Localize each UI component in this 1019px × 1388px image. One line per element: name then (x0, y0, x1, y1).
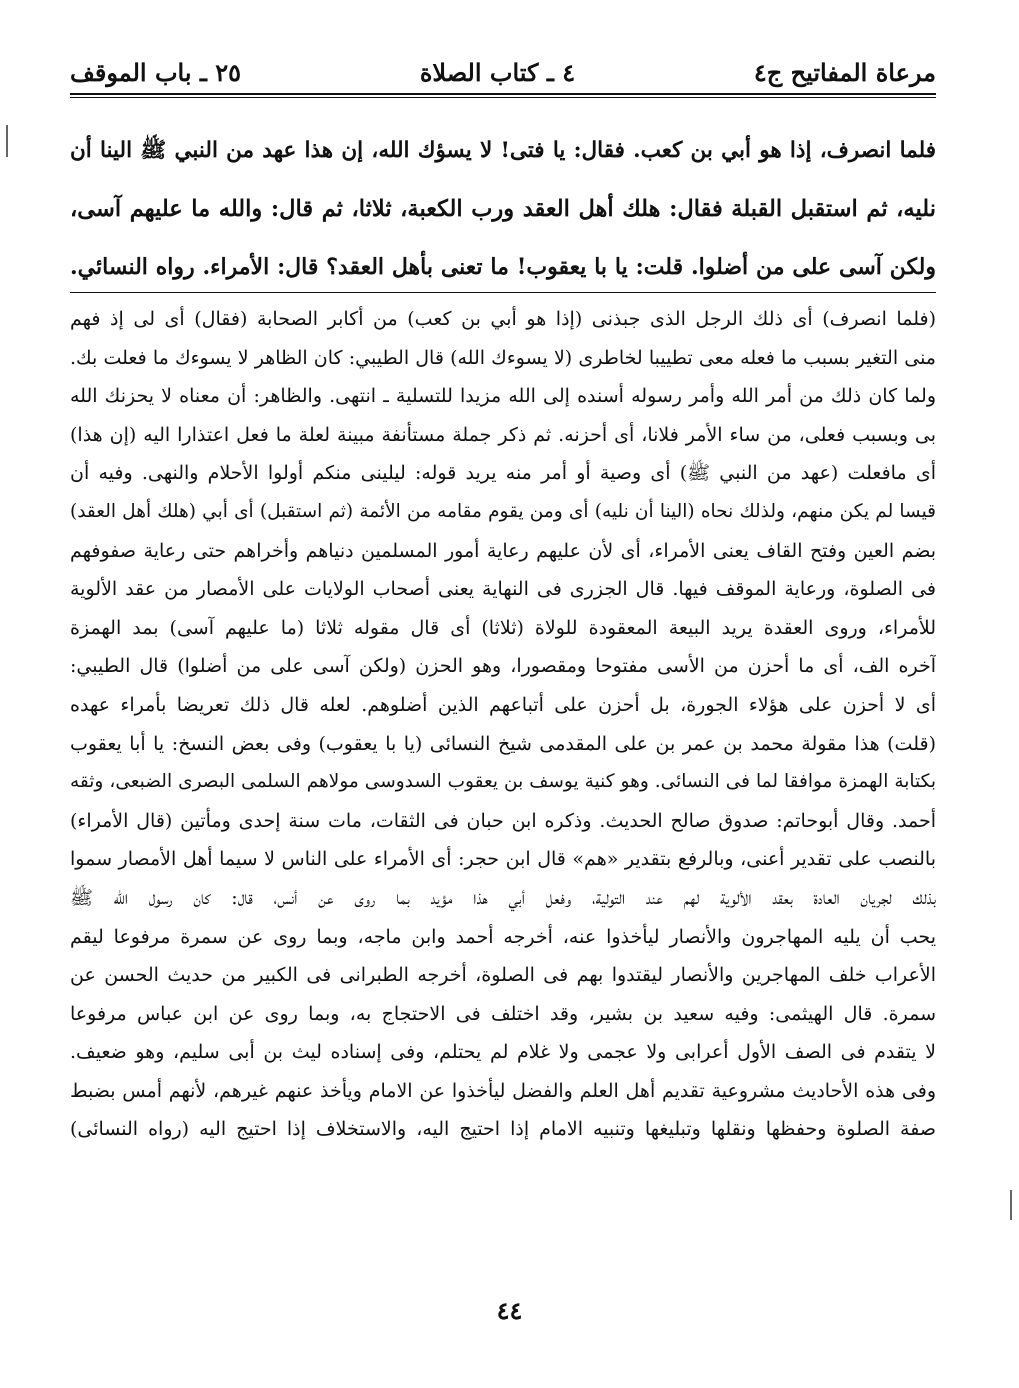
commentary-line: سمرة. قال الهيثمى: وفيه سعيد بن بشير، وقد اختلف فى الاحتجاج به، وبما روى عن ابن عباس مرفوعا (70, 1002, 936, 1025)
hadith-line: نليه، ثم استقبل القبلة فقال: هلك أهل العقد ورب الكعبة، ثلاثا، ثم قال: والله ما عليهم آسى، (70, 196, 936, 222)
header-rule (70, 93, 936, 95)
running-header (70, 52, 936, 92)
commentary-line: قيسا لم يكن منهم، ولذلك نحاه (الينا أن نليه) أى ومن يقوم مقامه من الأئمة (ثم استقبل) أى أبي (هلك أهل العقد) (70, 500, 936, 522)
header-rule-thin (70, 97, 936, 98)
commentary-text (70, 300, 936, 1149)
text-separator-rule (70, 292, 936, 293)
commentary-line: آخره الف، أى ما أحزن من الأسى مفتوحا ومقصورا، وهو الحزن (ولكن آسى على من أضلوا) قال الطيبي: (70, 655, 936, 678)
commentary-line: بضم العين وفتح القاف يعنى الأمراء، أى لأن عليهم رعاية أمور المسلمين دنياهم وأخراهم حتى رعاية صفوفهم (70, 539, 936, 562)
header-section-title: ٢٥ ـ باب الموقف (70, 57, 242, 87)
commentary-line: وفى هذه الأحاديث مشروعية تقديم أهل العلم والفضل ليأخذوا عن الامام ويأخذ عنهم غيرهم، لأنهم أمس بضبط (70, 1079, 936, 1102)
commentary-line: أى مافعلت (عهد من النبي ﷺ) أى وصية أو أمر منه يريد قوله: ليلينى منكم أولوا الأحلام والنهى. وفيه أن (70, 462, 936, 485)
commentary-line: أى لا أحزن على هؤلاء الجورة، بل أحزن على أتباعهم الذين أضلوهم. لعله قال ذلك تعريضا بأمراء عهده (70, 693, 936, 716)
header-book-title: مرعاة المفاتيح ج٤ (753, 57, 936, 87)
commentary-line: صفة الصلوة وحفظها ونقلها وتبليغها وتنبيه الامام إذا احتيج اليه، والاستخلاف إذا احتيج اليه (رواه النسائى) (70, 1118, 936, 1141)
commentary-line: بى وبسبب فعلى، من ساء الأمر فلانا، أى أحزنه. ثم ذكر جملة مستأنفة مبينة لعلة ما فعل اعتذارا اليه (إن هذا) (70, 423, 936, 446)
page-number: ٤٤ (496, 1296, 523, 1325)
commentary-line: (قلت) هذا مقولة محمد بن عمر بن على المقدمى شيخ النسائى (يا با يعقوب) وفى بعض النسخ: يا أبا يعقوب (70, 732, 936, 755)
commentary-line: منى التغير بسبب ما فعله معى تطييبا لخاطرى (لا يسوءك الله) قال الطيبي: كان الظاهر لا يسوءك ما فعلت بك. (70, 346, 936, 369)
hadith-line: فلما انصرف، إذا هو أبي بن كعب. فقال: يا فتى! لا يسؤك الله، إن هذا عهد من النبي ﷺ الينا أن (70, 138, 936, 163)
commentary-line: بذلك لجريان العادة بعقد الألوية لهم عند التولية، وفعل أبي هذا مؤيد بما روى عن أنس، قال: كان رسول الله ﷺ (70, 886, 936, 909)
hadith-line: ولكن آسى على من أضلوا. قلت: يا با يعقوب! ما تعنى بأهل العقد؟ قال: الأمراء. رواه النسائي. (70, 254, 936, 280)
commentary-line: للأمراء، وروى العقدة يريد البيعة المعقودة للولاة (ثلاثا) أى قال مقوله ثلاثا (ما عليهم آسى) بمد الهمزة (70, 616, 936, 639)
scan-margin-mark (1010, 1190, 1012, 1220)
commentary-line: (فلما انصرف) أى ذلك الرجل الذى جبذنى (إذا هو أبي بن كعب) من أكابر الصحابة (فقال) أى لى إذ فهم (70, 308, 936, 330)
commentary-line: فى الصلوة، ورعاية الموقف فيها. قال الجزرى فى النهاية يعنى أصحاب الولايات على الأمصار من عقد الألوية (70, 578, 936, 601)
commentary-line: يحب أن يليه المهاجرون والأنصار ليأخذوا عنه، أخرجه أحمد وابن ماجه، وبما روى عن سمرة مرفوعا ليقم (70, 925, 936, 948)
header-chapter-title: ٤ ـ كتاب الصلاة (419, 57, 576, 87)
commentary-line: ولما كان ذلك من أمر الله وأمر رسوله أسنده إلى الله مزيدا للتسلية ـ انتهى. والظاهر: أن معناه لا يحزنك الله (70, 385, 936, 408)
commentary-line: الأعراب خلف المهاجرين والأنصار ليقتدوا بهم فى الصلوة، أخرجه الطبرانى فى الكبير من حديث الحسن عن (70, 964, 936, 987)
commentary-line: بالنصب على تقدير أعنى، وبالرفع بتقدير «هم» قال ابن حجر: أى الأمراء على الناس لا سيما أهل الأمصار سموا (70, 848, 936, 871)
scan-margin-mark (6, 125, 8, 157)
hadith-text (70, 122, 936, 296)
commentary-line: لا يتقدم فى الصف الأول أعرابى ولا عجمى ولا غلام لم يحتلم، وفى إسناده ليث بن أبى سليم، وهو ضعيف. (70, 1041, 936, 1064)
commentary-line: بكتابة الهمزة موافقا لما فى النسائى. وهو كنية يوسف بن يعقوب السدوسى مولاهم السلمى البصرى الضبعى، وثقه (70, 771, 936, 793)
commentary-line: أحمد. وقال أبوحاتم: صدوق صالح الحديث. وذكره ابن حبان فى الثقات، مات سنة إحدى ومأتين (قال الأمراء) (70, 809, 936, 832)
